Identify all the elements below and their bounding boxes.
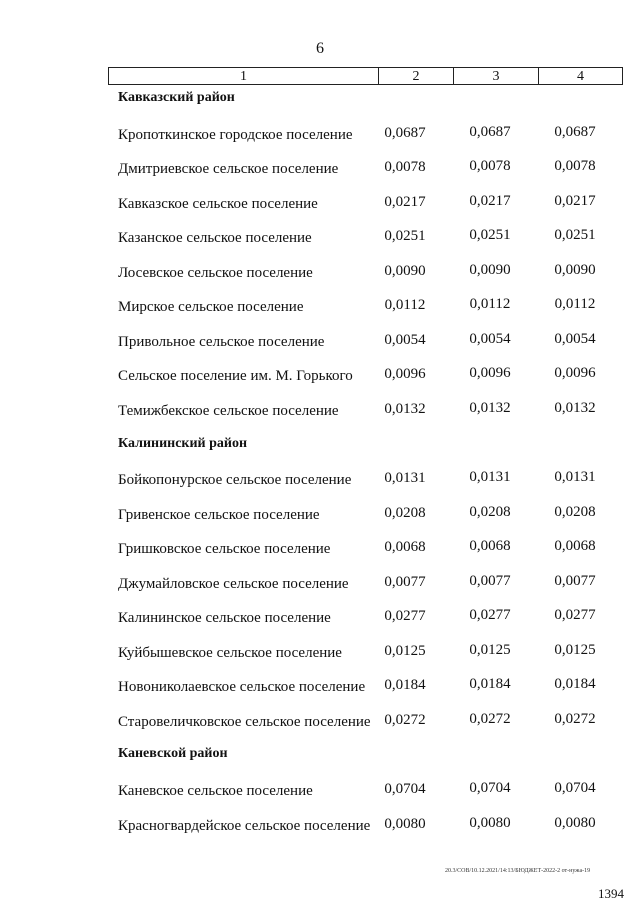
value-col-3: 0,0251 — [469, 227, 511, 244]
value-col-4: 0,0112 — [554, 296, 596, 313]
value-col-2: 0,0277 — [384, 608, 426, 625]
header-col-2: 2 — [379, 68, 454, 84]
settlement-name: Бойкопонурское сельское поселение — [118, 472, 352, 489]
settlement-name: Мирское сельское поселение — [118, 299, 304, 316]
settlement-name: Казанское сельское поселение — [118, 230, 312, 247]
value-col-4: 0,0131 — [554, 469, 596, 486]
value-col-4: 0,0208 — [554, 503, 596, 520]
value-col-3: 0,0272 — [469, 710, 511, 727]
value-col-2: 0,0131 — [384, 470, 426, 487]
value-col-3: 0,0125 — [469, 641, 511, 658]
table-row — [0, 505, 640, 527]
value-col-3: 0,0131 — [469, 469, 511, 486]
value-col-2: 0,0184 — [384, 677, 426, 694]
district-name: Кавказский район — [118, 90, 235, 105]
header-col-1: 1 — [109, 68, 379, 84]
value-col-3: 0,0112 — [469, 296, 511, 313]
value-col-2: 0,0068 — [384, 539, 426, 556]
table-row — [0, 125, 640, 147]
value-col-3: 0,0080 — [469, 814, 511, 831]
table-row — [0, 781, 640, 803]
value-col-3: 0,0687 — [469, 123, 511, 140]
value-col-2: 0,0112 — [384, 297, 426, 314]
settlement-name: Куйбышевское сельское поселение — [118, 644, 342, 661]
sheet-number: 1394 — [598, 886, 624, 901]
settlement-name: Кавказское сельское поселение — [118, 195, 318, 212]
value-col-4: 0,0251 — [554, 227, 596, 244]
district-name: Каневской район — [118, 746, 228, 762]
section-heading — [0, 90, 640, 112]
table-row — [0, 643, 640, 665]
table-row — [0, 297, 640, 319]
value-col-3: 0,0077 — [469, 572, 511, 589]
table-row — [0, 574, 640, 596]
section-heading — [0, 746, 640, 768]
value-col-2: 0,0217 — [384, 193, 426, 210]
value-col-3: 0,0217 — [469, 192, 511, 209]
value-col-4: 0,0090 — [554, 261, 596, 278]
value-col-3: 0,0132 — [469, 399, 511, 416]
value-col-2: 0,0132 — [384, 400, 426, 417]
value-col-3: 0,0090 — [469, 261, 511, 278]
value-col-2: 0,0054 — [384, 331, 426, 348]
value-col-4: 0,0078 — [554, 158, 596, 175]
value-col-3: 0,0068 — [469, 538, 511, 555]
table-row — [0, 366, 640, 388]
settlement-name: Гривенское сельское поселение — [118, 506, 320, 523]
value-col-3: 0,0078 — [469, 158, 511, 175]
value-col-4: 0,0217 — [554, 192, 596, 209]
settlement-name: Темижбекское сельское поселение — [118, 402, 339, 419]
settlement-name: Привольное сельское поселение — [118, 333, 325, 350]
value-col-4: 0,0272 — [554, 710, 596, 727]
table-row — [0, 539, 640, 561]
value-col-3: 0,0208 — [469, 503, 511, 520]
value-col-2: 0,0080 — [384, 815, 426, 832]
value-col-4: 0,0125 — [554, 641, 596, 658]
settlement-name: Красногвардейское сельское поселение — [118, 817, 371, 834]
value-col-4: 0,0132 — [554, 399, 596, 416]
value-col-2: 0,0077 — [384, 573, 426, 590]
value-col-2: 0,0272 — [384, 711, 426, 728]
district-name: Калининский район — [118, 435, 248, 451]
table-row — [0, 712, 640, 734]
settlement-name: Каневское сельское поселение — [118, 783, 313, 799]
settlement-name: Кропоткинское городское поселение — [118, 126, 353, 143]
settlement-name: Сельское поселение им. М. Горького — [118, 368, 353, 385]
settlement-name: Джумайловское сельское поселение — [118, 575, 349, 592]
table-row — [0, 159, 640, 181]
table-row — [0, 263, 640, 285]
value-col-4: 0,0184 — [554, 676, 596, 693]
value-col-4: 0,0096 — [554, 365, 596, 382]
header-col-4: 4 — [577, 69, 584, 84]
settlement-name: Лосевское сельское поселение — [118, 264, 313, 281]
table-row — [0, 816, 640, 838]
value-col-2: 0,0208 — [384, 504, 426, 521]
value-col-3: 0,0096 — [469, 365, 511, 382]
value-col-4: 0,0687 — [554, 123, 596, 140]
value-col-3: 0,0704 — [469, 780, 511, 796]
value-col-2: 0,0704 — [384, 781, 426, 797]
header-col-3: 3 — [454, 68, 539, 84]
value-col-4: 0,0077 — [554, 572, 596, 589]
value-col-2: 0,0251 — [384, 228, 426, 245]
settlement-name: Калининское сельское поселение — [118, 610, 331, 627]
section-heading — [0, 436, 640, 458]
value-col-4: 0,0080 — [554, 814, 596, 831]
table-row — [0, 228, 640, 250]
value-col-4: 0,0054 — [554, 330, 596, 347]
value-col-3: 0,0184 — [469, 676, 511, 693]
value-col-4: 0,0068 — [554, 538, 596, 555]
table-row — [0, 194, 640, 216]
document-code: 20.3/СОВ/10.12.2021/14:13/БЮДЖЕТ-2022-2 от-нужа-19 — [445, 868, 591, 874]
table-header — [108, 67, 623, 85]
page-number: 6 — [316, 40, 324, 57]
settlement-name: Дмитриевское сельское поселение — [118, 161, 339, 178]
settlement-name: Новониколаевское сельское поселение — [118, 679, 366, 696]
value-col-2: 0,0125 — [384, 642, 426, 659]
table-row — [0, 677, 640, 699]
settlement-name: Гришковское сельское поселение — [118, 541, 331, 558]
value-col-3: 0,0054 — [469, 330, 511, 347]
table-row — [0, 332, 640, 354]
settlement-name: Старовеличковское сельское поселение — [118, 713, 371, 730]
value-col-2: 0,0096 — [384, 366, 426, 383]
table-row — [0, 401, 640, 423]
table-row — [0, 470, 640, 492]
value-col-2: 0,0687 — [384, 124, 426, 141]
value-col-2: 0,0090 — [384, 262, 426, 279]
value-col-4: 0,0277 — [554, 607, 596, 624]
table-row — [0, 608, 640, 630]
value-col-2: 0,0078 — [384, 159, 426, 176]
value-col-4: 0,0704 — [554, 780, 596, 796]
value-col-3: 0,0277 — [469, 607, 511, 624]
